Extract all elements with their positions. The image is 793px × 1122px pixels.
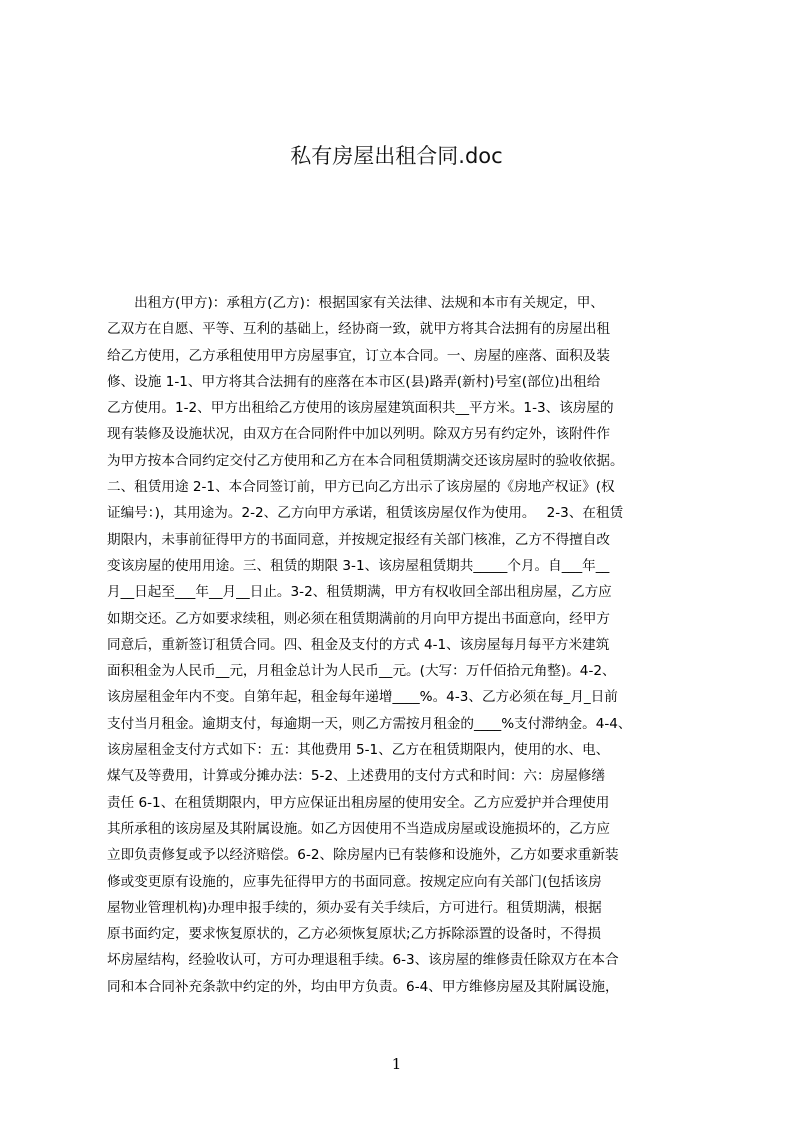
body-line: 如期交还。乙方如要求续租，则必须在租赁期满前的月向甲方提出书面意向，经甲方 — [107, 610, 610, 627]
body-line: 乙双方在自愿、平等、互利的基础上，经协商一致，就甲方将其合法拥有的房屋出租 — [107, 321, 610, 338]
body-line: 出租方(甲方)：承租方(乙方)：根据国家有关法律、法规和本市有关规定，甲、 — [107, 295, 604, 311]
body-line: 变该房屋的使用用途。三、租赁的期限 3-1、该房屋租赁期共_____个月。自___年__ — [107, 557, 610, 574]
body-line: 同意后，重新签订租赁合同。四、租金及支付的方式 4-1、该房屋每月每平方米建筑 — [107, 636, 610, 653]
body-line: 屋物业管理机构)办理申报手续的，须办妥有关手续后，方可进行。租赁期满，根据 — [107, 899, 602, 916]
body-line: 乙方使用。1-2、甲方出租给乙方使用的该房屋建筑面积共__平方米。1-3、该房屋的 — [107, 400, 614, 417]
body-line: 修或变更原有设施的，应事先征得甲方的书面同意。按规定应向有关部门(包括该房 — [107, 873, 602, 890]
body-line: 期限内，未事前征得甲方的书面同意，并按规定报经有关部门核准，乙方不得擅自改 — [107, 531, 610, 548]
body-line: 给乙方使用，乙方承租使用甲方房屋事宜，订立本合同。一、房屋的座落、面积及装 — [107, 347, 610, 364]
body-line: 月__日起至___年__月__日止。3-2、租赁期满，甲方有权收回全部出租房屋，乙方应 — [107, 584, 612, 601]
document-body — [107, 290, 697, 1040]
body-line: 原书面约定，要求恢复原状的，乙方必须恢复原状;乙方拆除添置的设备时，不得损 — [107, 926, 601, 943]
body-line: 责任 6-1、在租赁期限内，甲方应保证出租房屋的使用安全。乙方应爱护并合理使用 — [107, 794, 610, 811]
body-line: 立即负责修复或予以经济赔偿。6-2、除房屋内已有装修和设施外，乙方如要求重新装 — [107, 847, 619, 864]
body-line: 同和本合同补充条款中约定的外，均由甲方负责。6-4、甲方维修房屋及其附属设施， — [107, 978, 619, 995]
body-line: 其所承租的该房屋及其附属设施。如乙方因使用不当造成房屋或设施损坏的，乙方应 — [107, 820, 610, 837]
body-line: 支付当月租金。逾期支付，每逾期一天，则乙方需按月租金的____%支付滞纳金。4-4、 — [107, 715, 632, 732]
body-line: 二、租赁用途 2-1、本合同签订前，甲方已向乙方出示了该房屋的《房地产权证》(权 — [107, 479, 615, 496]
body-line: 为甲方按本合同约定交付乙方使用和乙方在本合同租赁期满交还该房屋时的验收依据。 — [107, 452, 624, 469]
body-line: 该房屋租金年内不变。自第年起，租金每年递增____%。4-3、乙方必须在每_月_日前 — [107, 689, 618, 706]
body-line: 面积租金为人民币__元，月租金总计为人民币__元。(大写：万仟佰拾元角整)。4-2、 — [107, 663, 616, 680]
document-title: 私有房屋出租合同.doc — [290, 144, 503, 168]
body-line: 煤气及等费用，计算或分摊办法：5-2、上述费用的支付方式和时间：六：房屋修缮 — [107, 768, 605, 785]
body-line: 证编号：)，其用途为。2-2、乙方向甲方承诺，租赁该房屋仅作为使用。 2-3、在租赁 — [107, 505, 624, 522]
page-number: 1 — [391, 1055, 402, 1073]
body-line: 坏房屋结构，经验收认可，方可办理退租手续。6-3、该房屋的维修责任除双方在本合 — [107, 952, 619, 969]
body-line: 该房屋租金支付方式如下：五：其他费用 5-1、乙方在租赁期限内，使用的水、电、 — [107, 742, 610, 759]
body-line: 现有装修及设施状况，由双方在合同附件中加以列明。除双方另有约定外，该附件作 — [107, 426, 610, 443]
body-line: 修、设施 1-1、甲方将其合法拥有的座落在本市区(县)路弄(新村)号室(部位)出租给 — [107, 373, 601, 390]
